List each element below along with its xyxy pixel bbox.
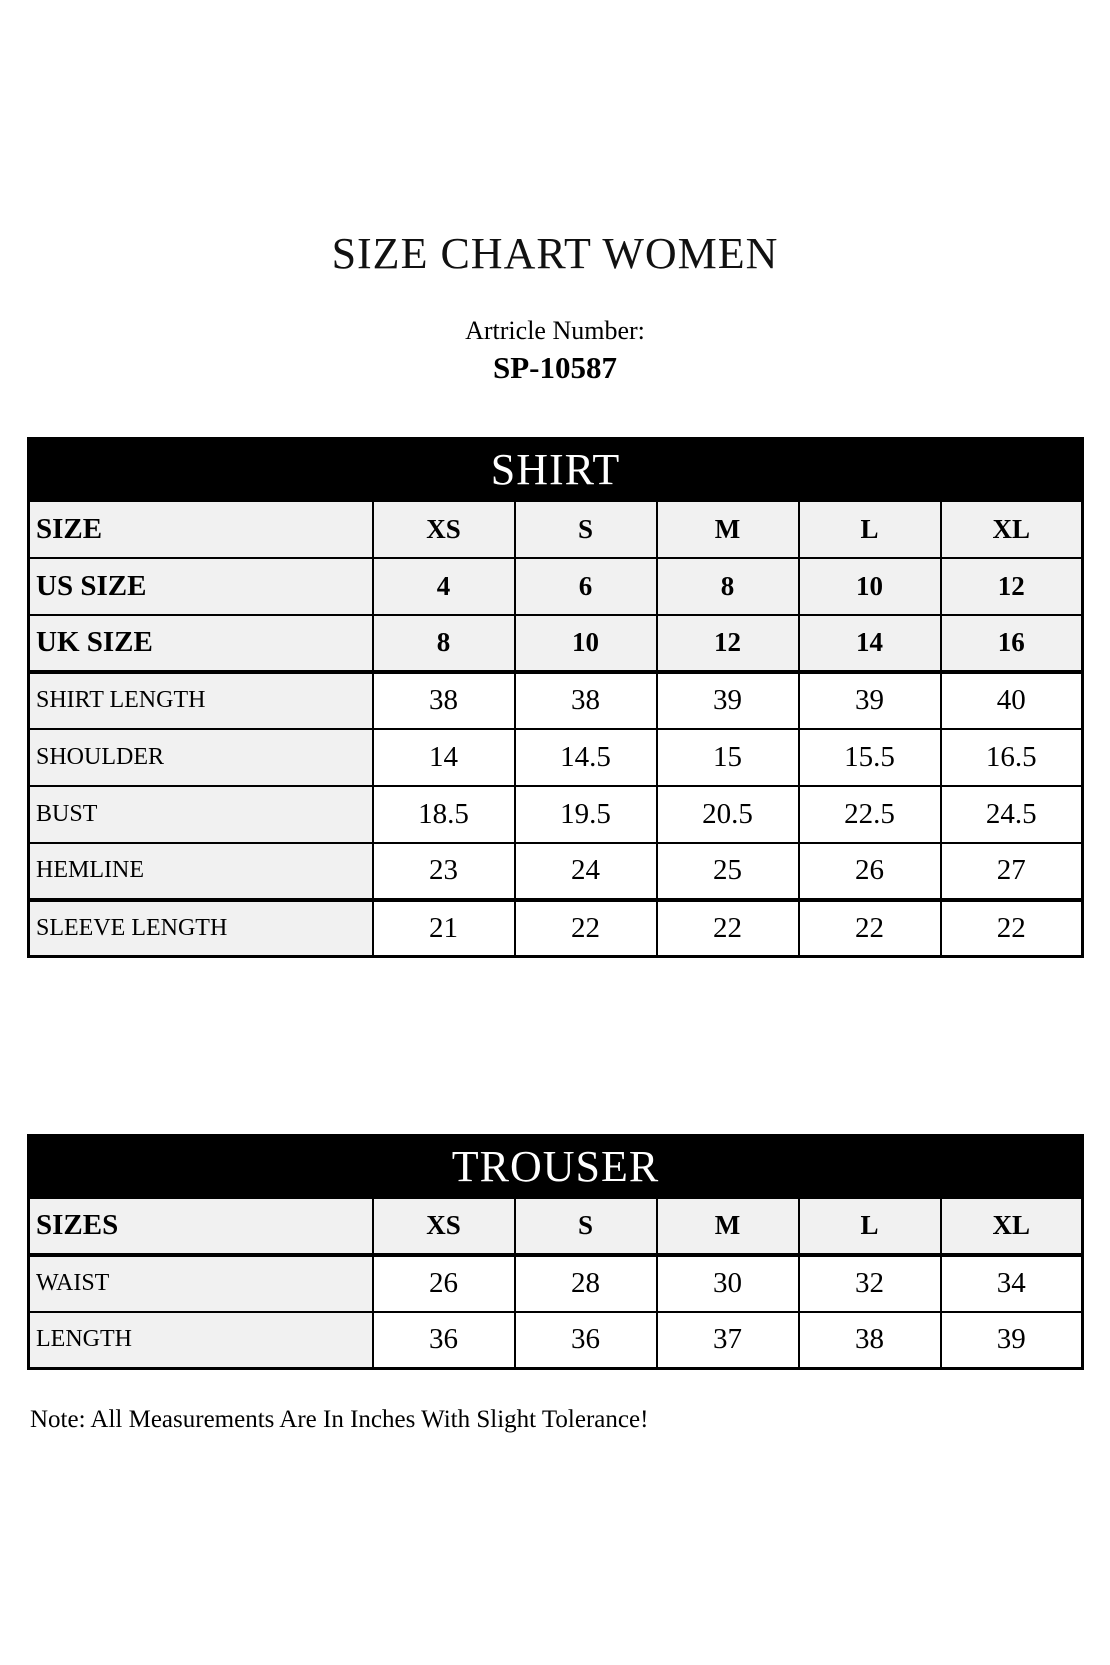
table-row: [29, 672, 1083, 729]
measurement-cell: 38: [799, 1312, 941, 1369]
size-cell: 12: [941, 558, 1083, 615]
size-cell: XL: [941, 1198, 1083, 1255]
measurement-cell: 22: [941, 900, 1083, 957]
size-cell: XS: [373, 501, 515, 558]
measurement-cell: 28: [515, 1255, 657, 1312]
measurement-cell: 26: [799, 843, 941, 900]
size-cell: 4: [373, 558, 515, 615]
measurement-cell: 15: [657, 729, 799, 786]
size-cell: XS: [373, 1198, 515, 1255]
measurement-cell: 24.5: [941, 786, 1083, 843]
size-cell: XL: [941, 501, 1083, 558]
table-row: [29, 729, 1083, 786]
measurement-cell: 30: [657, 1255, 799, 1312]
table-row: [29, 615, 1083, 672]
measurement-cell: 40: [941, 672, 1083, 729]
measurement-cell: 39: [799, 672, 941, 729]
table-row: [29, 558, 1083, 615]
article-number: SP-10587: [493, 350, 617, 385]
row-label-length: LENGTH: [29, 1312, 373, 1369]
measurement-cell: 38: [515, 672, 657, 729]
measurement-cell: 19.5: [515, 786, 657, 843]
row-label-hemline: HEMLINE: [29, 843, 373, 900]
size-cell: 6: [515, 558, 657, 615]
table-row: [29, 1255, 1083, 1312]
measurement-cell: 20.5: [657, 786, 799, 843]
size-cell: S: [515, 1198, 657, 1255]
measurement-cell: 15.5: [799, 729, 941, 786]
measurement-cell: 22: [515, 900, 657, 957]
article-number-label: Artricle Number:: [465, 316, 645, 345]
trouser-table-title: TROUSER: [29, 1136, 1083, 1198]
size-cell: 14: [799, 615, 941, 672]
table-row: [29, 1312, 1083, 1369]
row-label-shoulder: SHOULDER: [29, 729, 373, 786]
measurement-cell: 26: [373, 1255, 515, 1312]
measurement-cell: 39: [657, 672, 799, 729]
measurement-cell: 16.5: [941, 729, 1083, 786]
measurement-cell: 14: [373, 729, 515, 786]
size-cell: 8: [373, 615, 515, 672]
measurement-cell: 39: [941, 1312, 1083, 1369]
shirt-table: [27, 437, 1084, 958]
measurement-cell: 24: [515, 843, 657, 900]
shirt-table-header-row: [29, 439, 1083, 501]
size-cell: 10: [515, 615, 657, 672]
row-label-waist: WAIST: [29, 1255, 373, 1312]
size-cell: L: [799, 1198, 941, 1255]
size-cell: L: [799, 501, 941, 558]
size-cell: 8: [657, 558, 799, 615]
measurement-cell: 22: [657, 900, 799, 957]
measurement-cell: 21: [373, 900, 515, 957]
size-cell: M: [657, 1198, 799, 1255]
row-label-uk-size: UK SIZE: [29, 615, 373, 672]
measurement-cell: 34: [941, 1255, 1083, 1312]
measurement-cell: 36: [515, 1312, 657, 1369]
row-label-size: SIZE: [29, 501, 373, 558]
size-cell: S: [515, 501, 657, 558]
size-cell: 10: [799, 558, 941, 615]
row-label-sleeve-length: SLEEVE LENGTH: [29, 900, 373, 957]
measurement-cell: 27: [941, 843, 1083, 900]
row-label-us-size: US SIZE: [29, 558, 373, 615]
note-text: Note: All Measurements Are In Inches With Slight Tolerance!: [30, 1406, 649, 1433]
row-label-bust: BUST: [29, 786, 373, 843]
table-row: [29, 1198, 1083, 1255]
page-title: SIZE CHART WOMEN: [331, 229, 779, 278]
measurement-cell: 37: [657, 1312, 799, 1369]
measurement-cell: 18.5: [373, 786, 515, 843]
table-row: [29, 786, 1083, 843]
size-cell: M: [657, 501, 799, 558]
size-cell: 12: [657, 615, 799, 672]
table-row: [29, 900, 1083, 957]
shirt-table-title: SHIRT: [29, 439, 1083, 501]
measurement-cell: 23: [373, 843, 515, 900]
measurement-cell: 14.5: [515, 729, 657, 786]
measurement-cell: 32: [799, 1255, 941, 1312]
measurement-cell: 22: [799, 900, 941, 957]
size-cell: 16: [941, 615, 1083, 672]
table-row: [29, 843, 1083, 900]
measurement-cell: 38: [373, 672, 515, 729]
measurement-cell: 36: [373, 1312, 515, 1369]
measurement-cell: 25: [657, 843, 799, 900]
trouser-table: [27, 1134, 1084, 1370]
measurement-cell: 22.5: [799, 786, 941, 843]
row-label-sizes: SIZES: [29, 1198, 373, 1255]
row-label-shirt-length: SHIRT LENGTH: [29, 672, 373, 729]
table-row: [29, 501, 1083, 558]
trouser-table-header-row: [29, 1136, 1083, 1198]
